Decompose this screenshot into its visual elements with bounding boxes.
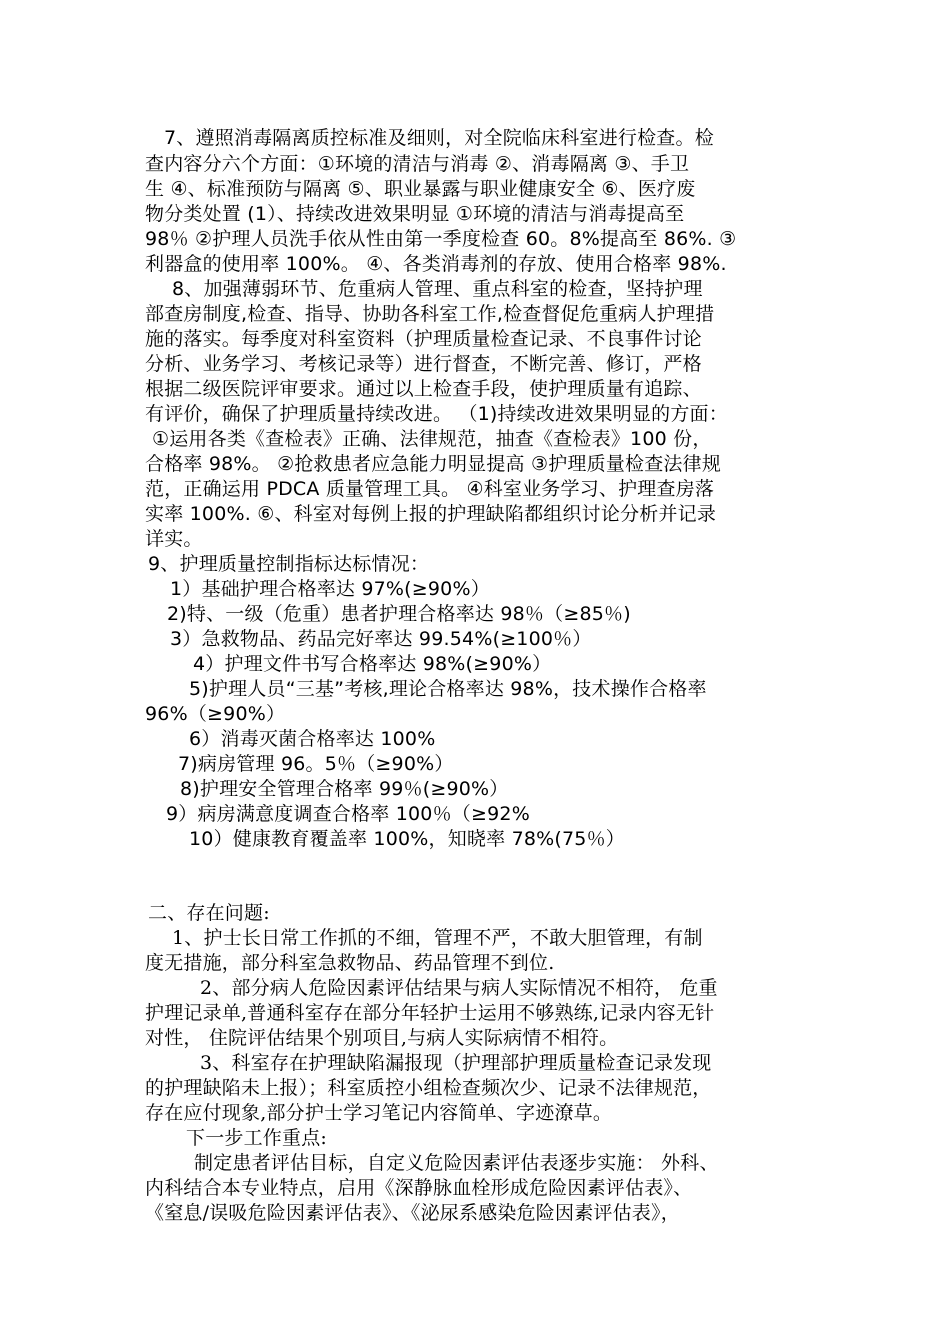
text-line: 9）病房满意度调查合格率 100％（≥92% xyxy=(166,803,530,825)
text-line: 护理记录单,普通科室存在部分年轻护士运用不够熟练,记录内容无针 xyxy=(145,1002,715,1024)
text-line: 3、科室存在护理缺陷漏报现（护理部护理质量检查记录发现 xyxy=(200,1052,712,1074)
text-line: 5)护理人员“三基”考核,理论合格率达 98%，技术操作合格率 xyxy=(189,678,707,700)
section-heading: 二、存在问题: xyxy=(148,902,270,924)
text-line: 3）急救物品、药品完好率达 99.54%(≥100％） xyxy=(170,628,592,650)
text-line: ①运用各类《查检表》正确、法律规范，抽查《查检表》100 份， xyxy=(152,428,712,450)
text-line: 生 ④、标准预防与隔离 ⑤、职业暴露与职业健康安全 ⑥、医疗废 xyxy=(145,178,696,200)
text-line: 8、加强薄弱环节、危重病人管理、重点科室的检查，坚持护理 xyxy=(172,278,703,300)
text-line: 有评价，确保了护理质量持续改进。 （1)持续改进效果明显的方面： xyxy=(145,403,728,425)
text-line: 分析、业务学习、考核记录等）进行督查，不断完善、修订，严格 xyxy=(145,353,702,375)
text-line: 内科结合本专业特点，启用《深静脉血栓形成危险因素评估表》、 xyxy=(145,1177,693,1199)
text-line: 8)护理安全管理合格率 99％(≥90%） xyxy=(180,778,509,800)
text-line: 施的落实。每季度对科室资料（护理质量检查记录、不良事件讨论 xyxy=(145,328,702,350)
text-line: 根据二级医院评审要求。通过以上检查手段，使护理质量有追踪、 xyxy=(145,378,702,400)
text-line: 对性， 住院评估结果个别项目,与病人实际病情不相符。 xyxy=(145,1027,619,1049)
text-line: 详实。 xyxy=(145,528,203,550)
text-line: 制定患者评估目标，自定义危险因素评估表逐步实施： 外科、 xyxy=(194,1152,719,1174)
text-line: 2、部分病人危险因素评估结果与病人实际情况不相符， 危重 xyxy=(200,977,718,999)
text-line: 98％ ②护理人员洗手依从性由第一季度检查 60。8%提高至 86%. ③ xyxy=(145,228,737,250)
text-line: 1）基础护理合格率达 97%(≥90%） xyxy=(170,578,490,600)
text-line: 合格率 98%。 ②抢救患者应急能力明显提高 ③护理质量检查法律规 xyxy=(145,453,722,475)
section-heading: 下一步工作重点: xyxy=(186,1127,328,1149)
text-line: 7)病房管理 96。5％（≥90%） xyxy=(178,753,454,775)
text-line: 利器盒的使用率 100%。 ④、各类消毒剂的存放、使用合格率 98%. xyxy=(145,253,727,275)
text-line: 查内容分六个方面：①环境的清洁与消毒 ②、消毒隔离 ③、手卫 xyxy=(145,153,690,175)
text-line: 96%（≥90%） xyxy=(145,703,286,725)
text-line: 物分类处置 (1）、持续改进效果明显 ①环境的清洁与消毒提高至 xyxy=(145,203,685,225)
text-line: 4）护理文件书写合格率达 98%(≥90%） xyxy=(193,653,552,675)
text-line: 范，正确运用 PDCA 质量管理工具。 ④科室业务学习、护理查房落 xyxy=(145,478,715,500)
text-line: 实率 100%. ⑥、科室对每例上报的护理缺陷都组织讨论分析并记录 xyxy=(145,503,717,525)
text-line: 1、护士长日常工作抓的不细，管理不严，不敢大胆管理，有制 xyxy=(172,927,703,949)
text-line: 度无措施，部分科室急救物品、药品管理不到位. xyxy=(145,952,555,974)
text-line: 7、遵照消毒隔离质控标准及细则，对全院临床科室进行检查。检 xyxy=(164,127,714,149)
text-line: 部查房制度,检查、指导、协助各科室工作,检查督促危重病人护理措 xyxy=(145,303,715,325)
text-line: 的护理缺陷未上报）；科室质控小组检查频次少、记录不法律规范， xyxy=(145,1077,712,1099)
text-line: 6）消毒灭菌合格率达 100% xyxy=(189,728,436,750)
text-line: 《窒息/误吸危险因素评估表》、《泌尿系感染危险因素评估表》， xyxy=(145,1202,680,1224)
text-line: 存在应付现象,部分护士学习笔记内容简单、字迹潦草。 xyxy=(145,1102,613,1124)
text-line: 9、护理质量控制指标达标情况： xyxy=(148,553,430,575)
text-line: 2)特、一级（危重）患者护理合格率达 98％（≥85％) xyxy=(167,603,631,625)
text-line: 10）健康教育覆盖率 100%，知晓率 78%(75％） xyxy=(189,828,625,850)
